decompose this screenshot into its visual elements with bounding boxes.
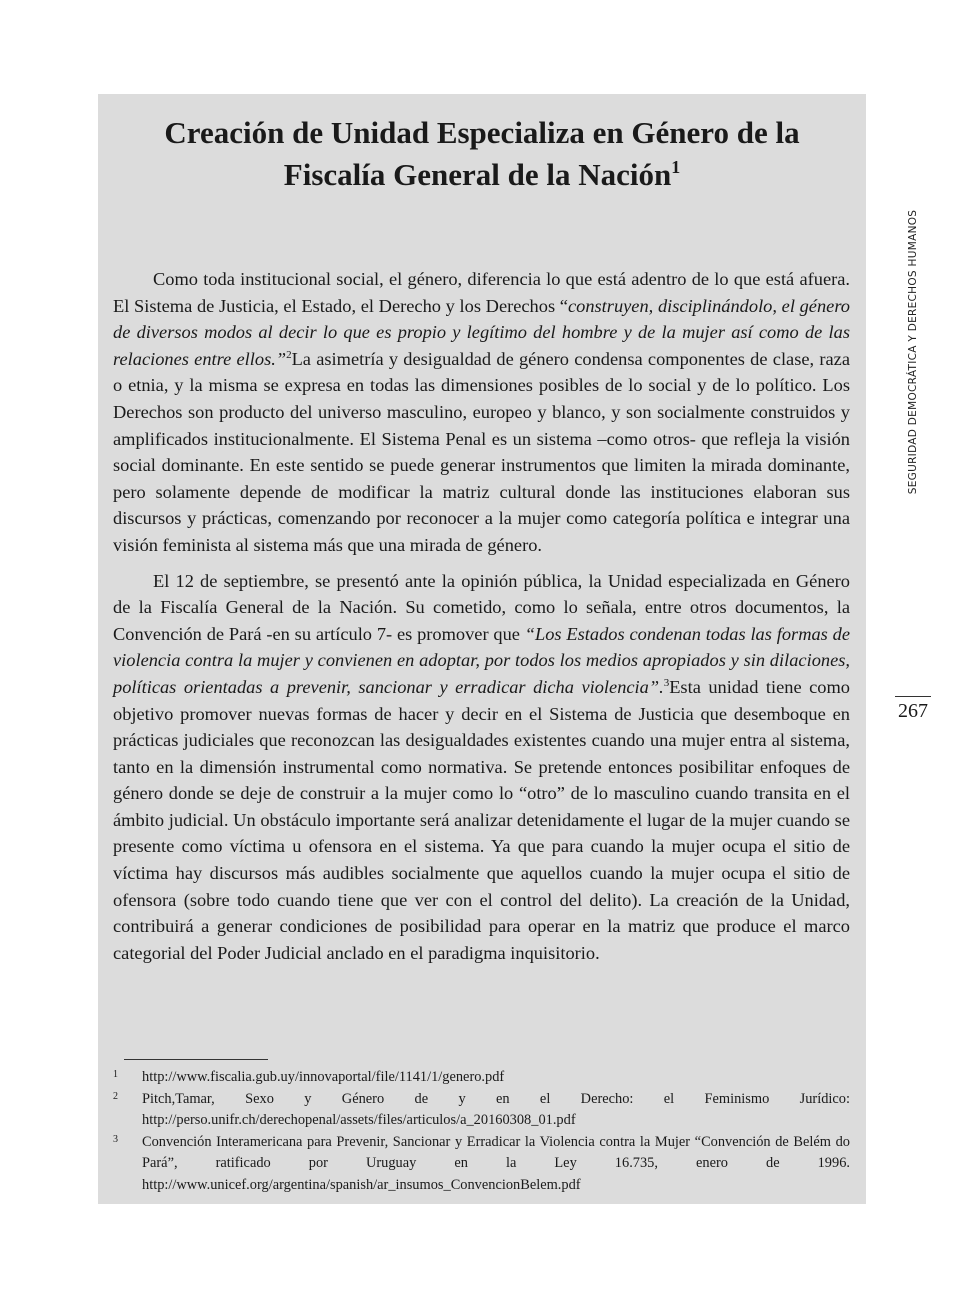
footnote-text[interactable]: Pitch,Tamar, Sexo y Género de y en el Derecho: el Feminismo Jurídico: http://perso.unifr.ch/derechopenal/assets/files/articulos/a_20160308_01.pdf — [142, 1090, 850, 1128]
page-number-rule — [895, 696, 931, 697]
title-line-1: Creación de Unidad Especializa en Género de la — [164, 115, 800, 150]
footnote-text[interactable]: Convención Interamericana para Prevenir, Sancionar y Erradicar la Violencia contra la Mujer “Convención de Belém do Pará”, ratificado por Uruguay en la Ley 16.735, enero de 1996. http://www.unicef.org/argentina/spanish/ar_insumos_ConvencionBelem.pdf — [142, 1133, 850, 1193]
footnote-ref-2[interactable]: 2 — [286, 348, 292, 361]
section-label-text: SEGURIDAD DEMOCRÁTICA Y DERECHOS HUMANOS — [907, 209, 919, 495]
footnote-ref-3[interactable]: 3 — [663, 676, 670, 689]
article-title — [98, 112, 866, 196]
footnote-number: 1 — [113, 1069, 118, 1080]
footnote-divider — [124, 1059, 268, 1060]
footnote-2 — [113, 1089, 850, 1132]
paragraph-2 — [113, 568, 850, 967]
paragraph-1-quote: construyen, disciplinándolo, el género de diversos modos al decir lo que es propio y legítimo del hombre y de la mujer así como de las relaciones entre ellos.” — [113, 295, 850, 369]
article-body — [113, 266, 850, 975]
page-number: 267 — [898, 700, 928, 722]
footnote-3 — [113, 1132, 850, 1197]
article-panel — [98, 94, 866, 1204]
title-footnote-ref[interactable]: 1 — [671, 157, 681, 177]
paragraph-2-text-b: Esta unidad tiene como objetivo promover nuevas formas de hacer y decir en el Sistema de Justicia que desemboque en prácticas judiciales que reconozcan las desigualdades existentes cuando una mujer entra al sistema, tanto en la dimensión instrumental como normativa. Se pretende entonces posibilitar enfoques de género donde se deje de construir a la mujer como lo “otro” de lo masculino cuando transita en el ámbito judicial. Un obstáculo importante será analizar detenidamente el lugar de la mujer cuando se presente como víctima u ofensora en el sistema. Ya que para cuando la mujer ocupa el sitio de víctima hay discursos más audibles socialmente que aquellos cuando la mujer ocupa el sitio de ofensora (sobre todo cuando tiene que ver con el control del delito). La creación de la Unidad, contribuirá a generar condiciones de posibilidad para operar en la matriz que produce el marco categorial del Poder Judicial anclado en el paradigma inquisitorio. — [113, 676, 850, 963]
footnote-number: 2 — [113, 1090, 118, 1102]
paragraph-2-text-a: El 12 de septiembre, se presentó ante la opinión pública, la Unidad especializada en Género de la Fiscalía General de la Nación. Su cometido, como lo señala, entre otros documentos, la Convención de Pará -en su artículo 7- es promover que — [113, 570, 850, 644]
paragraph-1 — [113, 266, 850, 559]
footnote-text[interactable]: http://www.fiscalia.gub.uy/innovaportal/file/1141/1/genero.pdf — [142, 1069, 505, 1085]
footnote-number: 3 — [113, 1133, 118, 1145]
paragraph-1-text-b: La asimetría y desigualdad de género condensa componentes de clase, raza o etnia, y la misma se expresa en todas las dimensiones posibles de lo social y de lo político. Los Derechos son producto del universo masculino, europeo y blanco, y son socialmente construidos y amplificados institucionalmente. El Sistema Penal es un sistema –como otros- que refleja la visión social dominante. En este sentido se puede generar instrumentos que limiten la mirada dominante, pero solamente depende de modificar la matriz cultural donde las instituciones elaboran sus discursos y prácticas, comenzando por reconocer a la mujer como categoría política e integrar una visión feminista al sistema más que una mirada de género. — [113, 348, 850, 555]
paragraph-2-quote: “Los Estados condenan todas las formas de violencia contra la mujer y convienen en adoptar, por todos los medios apropiados y sin dilaciones, políticas orientadas a prevenir, sancionar y erradicar dicha violencia”. — [113, 623, 851, 697]
footnotes — [113, 1067, 850, 1196]
title-line-2: Fiscalía General de la Nación — [283, 157, 672, 192]
footnote-1 — [113, 1067, 850, 1089]
paragraph-1-text-a: Como toda institucional social, el género, diferencia lo que está adentro de lo que está afuera. El Sistema de Justicia, el Estado, el Derecho y los Derechos “ — [113, 269, 850, 316]
